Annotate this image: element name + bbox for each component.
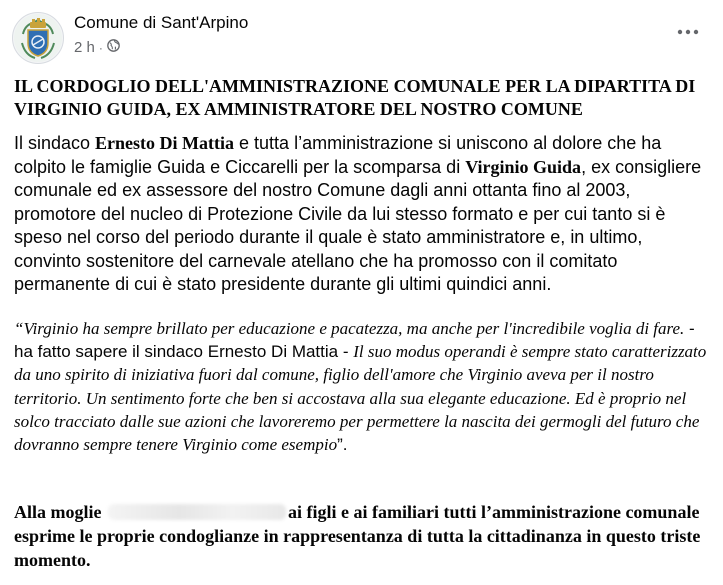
quote-end: ”. (337, 435, 348, 455)
mayor-quote (14, 317, 716, 456)
meta-separator: · (98, 40, 103, 55)
post-body (14, 132, 714, 297)
closing-text-2: ai figli e ai familiari tutti l’amministrazione comunale esprime le proprie condoglianze in rappresentanza di tutta la cittadinanza in questo triste momento (14, 502, 701, 570)
mayor-name: Ernesto Di Mattia (95, 133, 235, 153)
closing-text-1: Alla moglie (14, 502, 106, 522)
page-name[interactable]: Comune di Sant'Arpino (74, 13, 249, 32)
closing-text-3: . (85, 550, 91, 570)
quote-part-2: Il suo modus operandi è sempre stato caratterizzato da uno spirito di iniziativa fuori dal comune, figlio dell'amore che Virginio aveva per il nostro territorio. Un sentimento forte che ben si accostava alla sua elegante educazione. Ed è proprio nel solco tracciato dalle sue azioni che lavoreremo per permettere la nascita dei germogli del futuro che dovranno sempre tenere Virginio come esempio (14, 342, 707, 455)
coat-of-arms-logo (13, 13, 63, 63)
body-text-3: , ex consigliere comunale ed ex assessore del nostro Comune dagli anni ottanta fino al 2003, promotore del nucleo di Protezione Civile da lui stesso formato e per cui tanto si è speso nel corso del periodo durante il quale è stato amministratore e, in ultimo, convinto sostenitore del carnevale atellano che ha promosso con il comitato permanente di cui è stato presidente durante gli ultimi quindici anni. (14, 156, 702, 294)
post-title: IL CORDOGLIO DELL'AMMINISTRAZIONE COMUNALE PER LA DIPARTITA DI VIRGINIO GUIDA, EX AMMINISTRATORE DEL NOSTRO COMUNE (14, 76, 696, 119)
redacted-name (108, 504, 286, 520)
body-text-2: e tutta l’amministrazione si uniscono al dolore che ha colpito le famiglie Guida e Ciccarelli per la scomparsa di (14, 133, 662, 177)
more-options-icon[interactable] (676, 22, 700, 42)
deceased-name: Virginio Guida (465, 156, 582, 177)
globe-icon[interactable] (107, 39, 120, 56)
post-time[interactable]: 2 h (74, 39, 95, 56)
quote-part-1: “Virginio ha sempre brillato per educazione e pacatezza, ma anche per l'incredibile voglia di fare. (14, 319, 685, 338)
post-meta (74, 39, 120, 56)
page-avatar[interactable] (12, 12, 64, 64)
quote-attribution: - ha fatto sapere il sindaco Ernesto Di Mattia - (14, 319, 695, 362)
body-text-1: Il sindaco (14, 133, 96, 153)
closing-paragraph (14, 500, 716, 572)
